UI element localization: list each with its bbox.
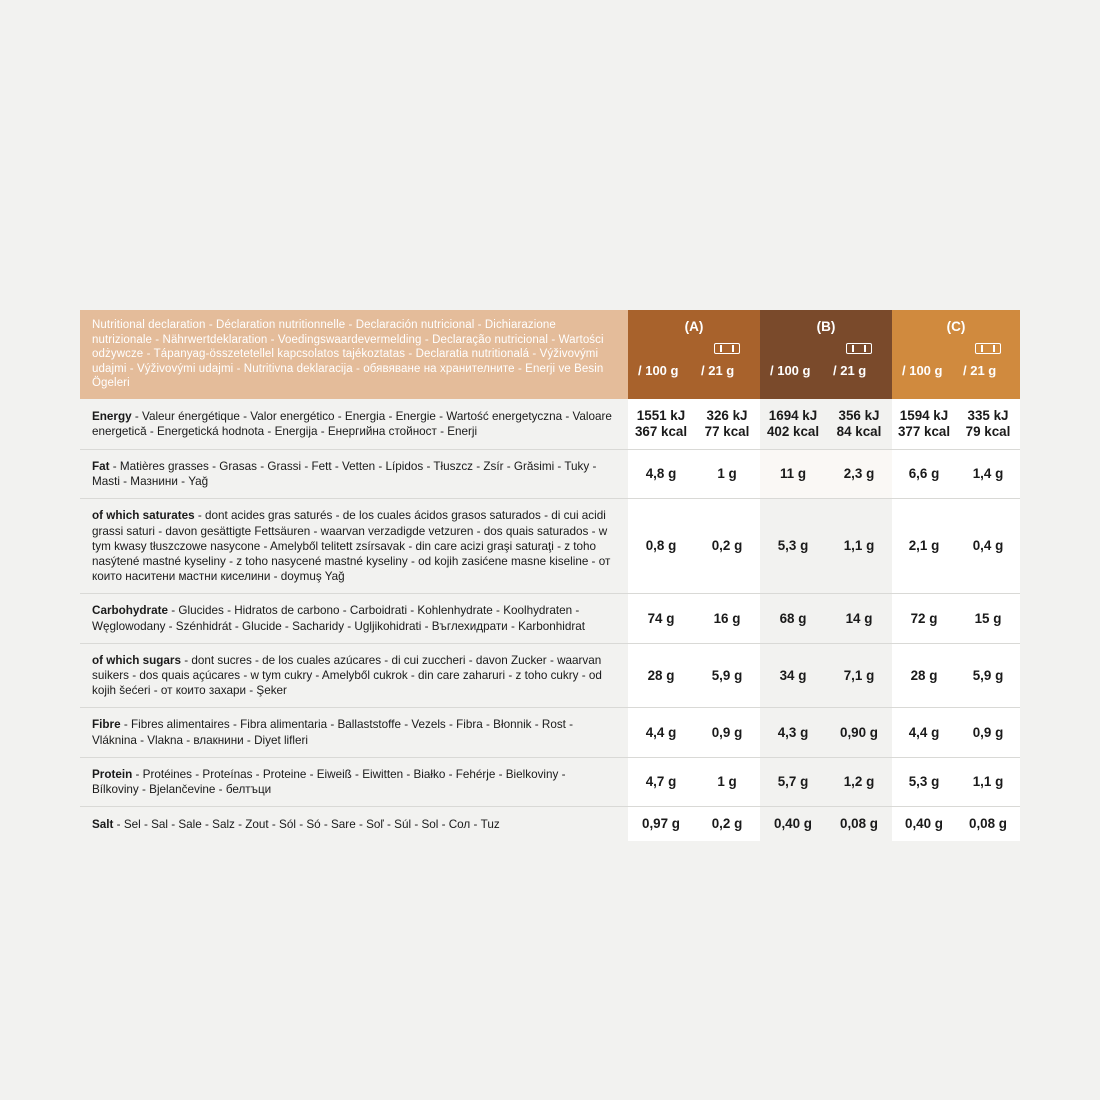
value-fat-a-bar: 1 g [694,449,760,498]
value-saturates-c-bar: 0,4 g [956,499,1020,594]
value-protein-c-bar: 1,1 g [956,757,1020,806]
row-label-sugars [80,643,628,708]
value-fat-a-100g: 4,8 g [628,449,694,498]
column-c-icon-row [892,338,1020,360]
column-header-b [760,310,892,399]
value-fibre-b-bar: 0,90 g [826,708,892,757]
value-salt-a-100g: 0,97 g [628,807,694,842]
row-label-carbohydrate [80,594,628,643]
unit-per-100g-a: / 100 g [638,363,679,378]
nutrient-name: Salt [92,817,114,831]
value-sugars-c-bar: 5,9 g [956,643,1020,708]
cereal-bar-icon [714,343,740,354]
value-energy-b-bar: 356 kJ 84 kcal [826,399,892,450]
table-row [80,594,1020,643]
value-sugars-b-bar: 7,1 g [826,643,892,708]
value-carbohydrate-b-100g: 68 g [760,594,826,643]
column-letter-b: (B) [816,319,836,334]
value-saturates-a-bar: 0,2 g [694,499,760,594]
table-row [80,499,1020,594]
value-salt-c-100g: 0,40 g [892,807,956,842]
nutrient-name: Fat [92,459,110,473]
unit-per-100g-b: / 100 g [770,363,811,378]
cereal-bar-icon [846,343,872,354]
nutrient-translations: - Glucides - Hidratos de carbono - Carboidrati - Kohlenhydrate - Koolhydraten - Węglowodany - Szénhidrát - Glucide - Sacharidy - Ugljikohidrati - Въглехидрати - Karbonhidrat [92,604,586,633]
value-fibre-a-bar: 0,9 g [694,708,760,757]
unit-per-100g-c: / 100 g [902,363,943,378]
value-salt-b-bar: 0,08 g [840,816,878,832]
value-carbohydrate-a-bar: 16 g [694,594,760,643]
value-saturates-a-100g: 0,8 g [628,499,694,594]
column-a-units [628,363,760,388]
table-row [80,708,1020,757]
nutrient-translations: - Valeur énergétique - Valor energético - Energia - Energie - Wartość energetyczna - Valoare energetică - Energetická hodnota - Energija - Енергийна стойност - Enerji [92,409,612,438]
value-fat-c-bar: 1,4 g [956,449,1020,498]
nutrient-translations: - dont sucres - de los cuales azúcares - di cui zuccheri - davon Zucker - waarvan suikers - dos quais açúcares - w tym cukry - Amelyből cukrok - din care zaharuri - z toho cukry - od kojih šećeri - от които захари - Şeker [92,653,602,698]
nutrient-name: Carbohydrate [92,604,168,618]
value-saturates-b-bar: 1,1 g [826,499,892,594]
value-fat-b-bar: 2,3 g [826,449,892,498]
value-fibre-c-100g: 4,4 g [892,708,956,757]
value-protein-b-bar: 1,2 g [826,757,892,806]
row-label-saturates [80,499,628,594]
unit-per-bar-a: / 21 g [701,363,735,378]
value-protein-b-100g: 5,7 g [760,757,826,806]
row-label-energy [80,399,628,450]
value-fibre-c-bar: 0,9 g [956,708,1020,757]
nutrient-translations: - Sel - Sal - Sale - Salz - Zout - Sól - Só - Sare - Soľ - Súl - Sol - Сол - Tuz [113,817,500,831]
nutrient-translations: - Protéines - Proteínas - Proteine - Eiweiß - Eiwitten - Białko - Fehérje - Bielkoviny - Bílkoviny - Bjelančevine - белтъци [92,767,566,797]
value-energy-b-100g: 1694 kJ 402 kcal [760,399,826,450]
value-salt-c-bar: 0,08 g [956,807,1020,842]
unit-per-bar-c: / 21 g [963,363,997,378]
cereal-bar-icon [975,343,1001,354]
nutrient-name: Fibre [92,718,121,732]
value-protein-a-bar: 1 g [694,757,760,806]
value-carbohydrate-c-bar: 15 g [956,594,1020,643]
nutritional-declaration-languages: Nutritional declaration - Déclaration nutritionnelle - Declaración nutricional - Dichiarazione nutrizionale - Nährwertdeklaration - Voedingswaardevermelding - Declaração nutricional - Wartości odżywcze - Tápanyag-összetetellel kapcsolatos tajékoztatas - Declaratia nutritionalá - Výživovými udajmi - Výživovými udajmi - Nutritivna deklaracija - обявяване на хранителните - Enerji ve Besin Ögeleri [80,310,628,399]
value-sugars-a-100g: 28 g [628,643,694,708]
value-carbohydrate-a-100g: 74 g [628,594,694,643]
value-protein-c-100g: 5,3 g [892,757,956,806]
table-row [80,643,1020,708]
value-fibre-b-100g: 4,3 g [760,708,826,757]
nutrient-translations: - Matières grasses - Grasas - Grassi - Fett - Vetten - Lípidos - Tłuszcz - Zsír - Grăsimi - Tuky - Masti - Мазнини - Yağ [92,459,597,489]
value-carbohydrate-b-bar: 14 g [826,594,892,643]
table-row [80,449,1020,498]
value-fat-c-100g: 6,6 g [892,449,956,498]
value-energy-c-100g: 1594 kJ 377 kcal [892,399,956,450]
value-saturates-b-100g: 5,3 g [760,499,826,594]
value-fat-b-100g: 11 g [760,449,826,498]
column-letter-c: (C) [946,319,966,334]
row-label-fat [80,449,628,498]
value-energy-a-bar: 326 kJ 77 kcal [694,399,760,450]
value-sugars-b-100g: 34 g [760,643,826,708]
table-header-row [80,310,1020,399]
value-energy-a-100g: 1551 kJ 367 kcal [628,399,694,450]
nutrient-name: of which sugars [92,653,181,667]
unit-per-bar-b: / 21 g [833,363,867,378]
nutrient-name: Energy [92,409,132,423]
column-header-c [892,310,1020,399]
row-label-fibre [80,708,628,757]
value-sugars-a-bar: 5,9 g [694,643,760,708]
value-fibre-a-100g: 4,4 g [628,708,694,757]
value-saturates-c-100g: 2,1 g [892,499,956,594]
column-b-units [760,363,892,388]
row-label-protein [80,757,628,806]
table-row [80,757,1020,806]
nutrition-table-container [80,310,1020,841]
table-row [80,807,1020,842]
value-energy-c-bar: 335 kJ 79 kcal [956,399,1020,450]
nutrient-translations: - dont acides gras saturés - de los cuales ácidos grasos saturados - di cui acidi grassi saturi - davon gesättigte Fettsäuren - waarvan verzadigde vetzuren - dos quais saturados - w tym kwasy tłuszczowe nasycone - Amelyből telitett zsírsavak - din care acizi graşi saturaţi - z toho nasýtené mastné kyseliny - z toho nasycené mastné kyseliny - od kojih zasićene masne kiseline - от които наситени мастни киселини - doymuş Yağ [92,509,611,584]
value-protein-a-100g: 4,7 g [628,757,694,806]
value-carbohydrate-c-100g: 72 g [892,594,956,643]
column-b-icon-row [760,338,892,360]
table-body [80,399,1020,841]
value-salt-a-bar: 0,2 g [694,807,760,842]
nutrient-name: of which saturates [92,509,195,523]
nutrition-declaration-table [80,310,1020,841]
column-letter-a: (A) [684,319,704,334]
column-header-a [628,310,760,399]
value-salt-b-100g: 0,40 g [774,816,812,832]
table-row [80,399,1020,450]
nutrient-name: Protein [92,767,133,781]
row-label-salt [80,807,628,842]
nutrient-translations: - Fibres alimentaires - Fibra alimentaria - Ballaststoffe - Vezels - Fibra - Błonnik - Rost - Vláknina - Vlakna - влакнини - Diyet lifleri [92,718,574,747]
column-a-icon-row [628,338,760,360]
column-c-units [892,363,1020,388]
value-sugars-c-100g: 28 g [892,643,956,708]
